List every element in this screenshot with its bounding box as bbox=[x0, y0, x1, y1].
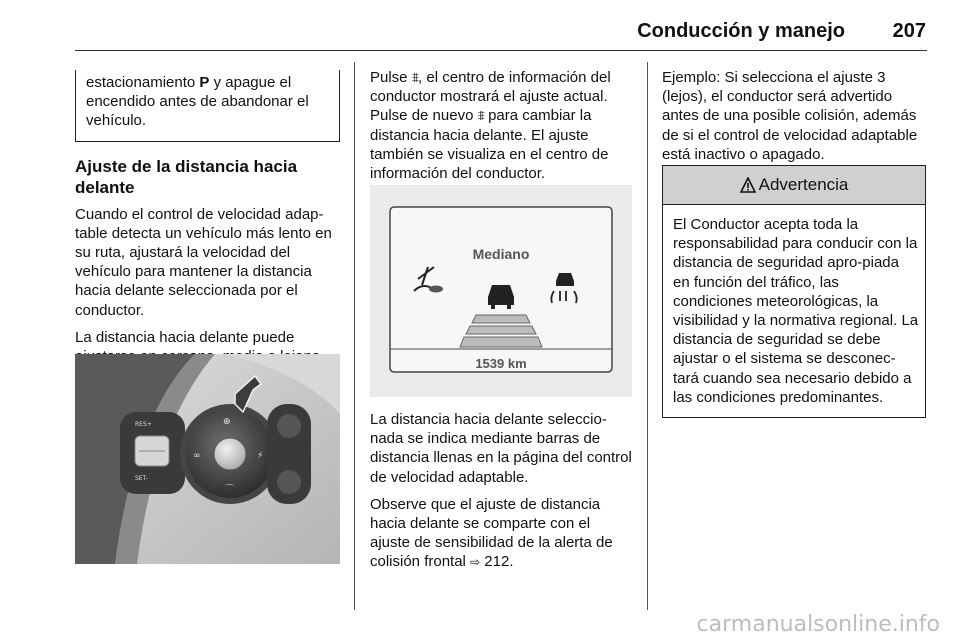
paragraph-distance-bars: La distancia hacia delante seleccio-nada se indica mediante barras de distancia llenas en la página del control de velocidad adaptable. bbox=[370, 411, 632, 486]
set-label: SET- bbox=[135, 475, 148, 482]
column-divider-left bbox=[354, 62, 355, 610]
column-divider-right bbox=[647, 62, 648, 610]
display-setting-label: Mediano bbox=[472, 246, 530, 262]
paragraph-distance-options: La distancia hacia delante puede bbox=[75, 328, 295, 346]
watermark: carmanualsonline.info bbox=[696, 612, 940, 637]
notice-text-end: y apague el encendido antes de abandonar el vehículo. bbox=[86, 74, 309, 130]
svg-text:⚡: ⚡ bbox=[257, 451, 264, 461]
notice-text-start: estacionamiento bbox=[86, 74, 200, 91]
notice-text-gear: P bbox=[199, 74, 210, 91]
header-rule bbox=[75, 50, 927, 51]
warning-title: Advertencia bbox=[758, 175, 849, 194]
continued-notice-box bbox=[75, 70, 340, 142]
warning-box bbox=[662, 165, 926, 418]
text-change-distance: para cambiar la distancia hacia delante. El ajuste también se visualiza en el centro de información del conductor. bbox=[370, 107, 609, 183]
column-left bbox=[75, 70, 340, 374]
steering-wheel-controls-illustration bbox=[75, 354, 340, 564]
warning-triangle-icon bbox=[740, 177, 756, 193]
column-middle bbox=[370, 68, 632, 191]
following-distance-icon: ⩨ bbox=[477, 108, 484, 124]
paragraph-shared-setting bbox=[370, 495, 632, 573]
res-label: RES+ bbox=[135, 421, 152, 428]
svg-text:∞: ∞ bbox=[193, 451, 201, 461]
section-heading: Ajuste de la distancia hacia delante bbox=[75, 156, 298, 197]
page-reference[interactable]: 212. bbox=[484, 553, 514, 571]
svg-text:⌒: ⌒ bbox=[225, 485, 235, 495]
page-number: 207 bbox=[892, 20, 926, 42]
following-distance-icon: ⩨ bbox=[411, 70, 419, 85]
text-shared-setting: Observe que el ajuste de distancia hacia delante se comparte con el ajuste de sensibilidad de la alerta de colisión frontal bbox=[370, 495, 613, 571]
driver-information-display-illustration bbox=[370, 185, 632, 397]
warning-text: El Conductor acepta toda la responsabilidad para conducir con la distancia de seguridad apro-piada en función del tráfico, las condiciones meteorológicas, la visibilidad y la normativa regional. La distancia de seguridad se debe ajustar o el sistema se desconec-tará cuando sea necesario debido a las condiciones predominantes. bbox=[673, 216, 919, 406]
page-reference-arrow-icon: ⇨ bbox=[470, 555, 481, 570]
vehicle-ahead-icon bbox=[488, 285, 514, 305]
paragraph-press-button bbox=[370, 68, 632, 183]
column-right bbox=[662, 68, 926, 172]
text-press: Pulse bbox=[370, 69, 412, 86]
display-odometer: 1539 km bbox=[475, 356, 527, 371]
svg-text:⊕: ⊕ bbox=[223, 417, 231, 427]
page-header-title: Conducción y manejo bbox=[637, 20, 845, 42]
paragraph-example: Ejemplo: Si selecciona el ajuste 3 (lejos), el conductor será advertido antes de una posible colisión, además de si el control de velocidad adaptable está inactivo o apagado. bbox=[662, 69, 918, 163]
traffic-detected-icon bbox=[556, 273, 574, 286]
column-middle-lower bbox=[370, 410, 632, 581]
text-current-setting: , el centro de información del conductor mostrará el ajuste actual. Pulse de nuevo bbox=[370, 69, 611, 125]
paragraph-adaptive-cruise: Cuando el control de velocidad adap-table detecta un vehículo más lento en su ruta, ajustará la velocidad del vehículo para mantener la distancia hacia delante seleccionada por el conductor. bbox=[75, 205, 332, 319]
warning-header bbox=[663, 166, 925, 205]
